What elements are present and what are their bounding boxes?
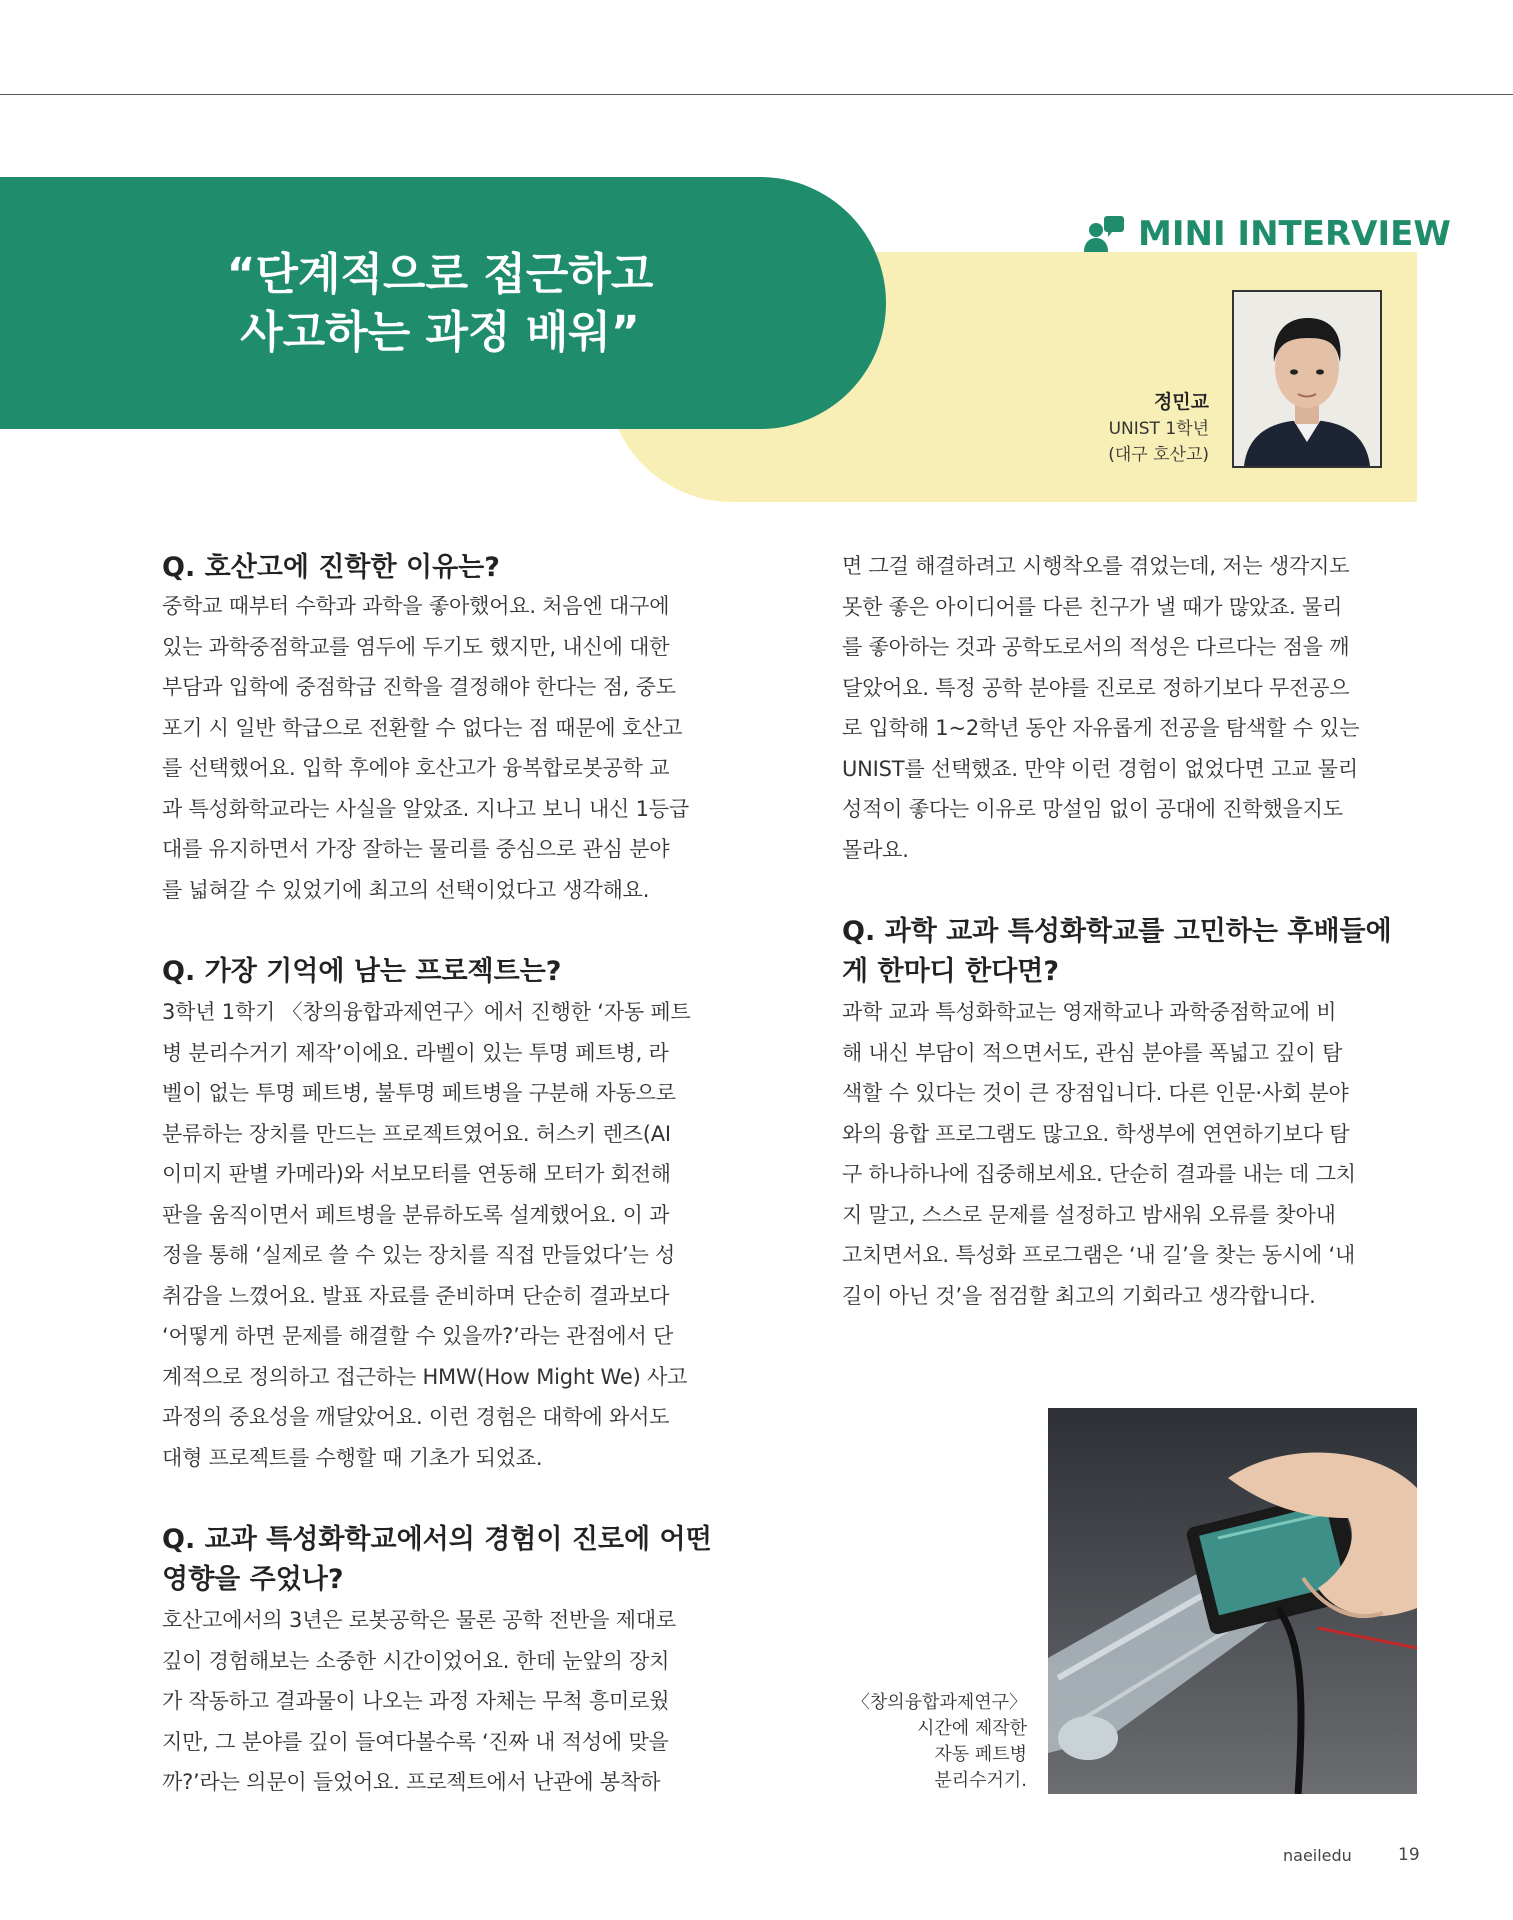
text-line: 병 분리수거기 제작’이에요. 라벨이 있는 투명 페트병, 라 (162, 1040, 669, 1065)
text-line: 가 작동하고 결과물이 나오는 과정 자체는 무척 흥미로웠 (162, 1689, 670, 1713)
text-line: 대형 프로젝트를 수행할 때 기초가 되었죠. (162, 1445, 543, 1470)
caption-line: 시간에 제작한 (916, 1718, 1027, 1739)
question-line: Q. 가장 기억에 남는 프로젝트는? (162, 956, 562, 987)
text-line: UNIST를 선택했죠. 만약 이런 경험이 없었다면 고교 물리 (842, 756, 1358, 781)
text-line: 정을 통해 ‘실제로 쓸 수 있는 장치를 직접 만들었다’는 성 (162, 1243, 676, 1267)
text-line: 까?’라는 의문이 들었어요. 프로젝트에서 난관에 봉착하 (162, 1770, 661, 1794)
profile-name: 정민교 (1153, 391, 1209, 413)
profile-school: (대구 호산고) (1108, 445, 1209, 465)
text-line: 포기 시 일반 학급으로 전환할 수 없다는 점 때문에 호산고 (162, 715, 683, 740)
text-line: 과정의 중요성을 깨달았어요. 이런 경험은 대학에 와서도 (162, 1405, 670, 1429)
interview-person-icon (1082, 214, 1126, 254)
answer-3-continued (842, 546, 1422, 870)
text-line: 몰라요. (842, 837, 909, 862)
text-line: 분류하는 장치를 만드는 프로젝트였어요. 허스키 렌즈(AI (162, 1121, 671, 1146)
text-line: 부담과 입학에 중점학급 진학을 결정해야 한다는 점, 중도 (162, 675, 676, 699)
section-label (1082, 212, 1451, 256)
text-line: 취감을 느꼈어요. 발표 자료를 준비하며 단순히 결과보다 (162, 1283, 670, 1308)
text-line: 성적이 좋다는 이유로 망설임 없이 공대에 진학했을지도 (842, 797, 1343, 821)
text-line: 로 입학해 1~2학년 동안 자유롭게 전공을 탐색할 수 있는 (842, 716, 1360, 740)
question-line: 게 한마디 한다면? (842, 956, 1060, 987)
page-number: 19 (1398, 1845, 1420, 1865)
text-line: 를 좋아하는 것과 공학도로서의 적성은 다르다는 점을 깨 (842, 635, 1350, 659)
text-line: 과학 교과 특성화학교는 영재학교나 과학중점학교에 비 (842, 1000, 1337, 1024)
profile-photo (1232, 290, 1382, 468)
text-line: 벨이 없는 투명 페트병, 불투명 페트병을 구분해 자동으로 (162, 1081, 676, 1105)
top-rule (0, 94, 1513, 95)
caption-line: 자동 페트병 (934, 1744, 1027, 1765)
text-line: 호산고에서의 3년은 로봇공학은 물론 공학 전반을 제대로 (162, 1608, 676, 1632)
section-label-text: MINI INTERVIEW (1138, 214, 1451, 254)
question-1 (162, 548, 742, 588)
text-line: 색할 수 있다는 것이 큰 장점입니다. 다른 인문·사회 분야 (842, 1081, 1349, 1105)
headline-line-1: “단계적으로 접근하고 (226, 249, 654, 300)
question-line: 영향을 주었나? (162, 1564, 344, 1595)
right-column (842, 548, 1422, 1316)
profile-affiliation: UNIST 1학년 (1108, 419, 1209, 439)
headline (150, 246, 730, 362)
text-line: 계적으로 정의하고 접근하는 HMW(How Might We) 사고 (162, 1364, 688, 1389)
text-line: 면 그걸 해결하려고 시행착오를 겪었는데, 저는 생각지도 (842, 554, 1350, 578)
text-line: 구 하나하나에 집중해보세요. 단순히 결과를 내는 데 그치 (842, 1162, 1356, 1186)
text-line: 대를 유지하면서 가장 잘하는 물리를 중심으로 관심 분야 (162, 837, 670, 861)
product-photo (1048, 1408, 1417, 1794)
text-line: 이미지 판별 카메라)와 서보모터를 연동해 모터가 회전해 (162, 1162, 671, 1186)
question-2 (162, 952, 742, 992)
footer-brand: naeiledu (1283, 1846, 1352, 1865)
text-line: 지만, 그 분야를 깊이 들여다볼수록 ‘진짜 내 적성에 맞을 (162, 1729, 669, 1754)
text-line: 를 넓혀갈 수 있었기에 최고의 선택이었다고 생각해요. (162, 877, 650, 902)
text-line: ‘어떻게 하면 문제를 해결할 수 있을까?’라는 관점에서 단 (162, 1324, 674, 1348)
text-line: 과 특성화학교라는 사실을 알았죠. 지나고 보니 내신 1등급 (162, 796, 689, 821)
text-line: 해 내신 부담이 적으면서도, 관심 분야를 폭넓고 깊이 탐 (842, 1040, 1343, 1065)
answer-3 (162, 1600, 742, 1803)
profile-info (1108, 388, 1209, 468)
text-line: 고치면서요. 특성화 프로그램은 ‘내 길’을 찾는 동시에 ‘내 (842, 1243, 1356, 1267)
caption-line: 〈창의융합과제연구〉 (851, 1692, 1027, 1713)
question-3 (162, 1520, 742, 1600)
text-line: 중학교 때부터 수학과 과학을 좋아했어요. 처음엔 대구에 (162, 594, 670, 618)
text-line: 달았어요. 특정 공학 분야를 진로로 정하기보다 무전공으 (842, 675, 1350, 700)
question-4 (842, 912, 1422, 992)
caption-line: 분리수거기. (934, 1770, 1027, 1791)
answer-4 (842, 992, 1422, 1316)
answer-2 (162, 992, 742, 1478)
text-line: 깊이 경험해보는 소중한 시간이었어요. 한데 눈앞의 장치 (162, 1648, 670, 1673)
question-line: Q. 교과 특성화학교에서의 경험이 진로에 어떤 (162, 1524, 712, 1555)
left-column (162, 548, 742, 1803)
headline-line-2: 사고하는 과정 배워” (240, 307, 640, 358)
text-line: 와의 융합 프로그램도 많고요. 학생부에 연연하기보다 탐 (842, 1121, 1350, 1146)
answer-1 (162, 586, 742, 910)
text-line: 못한 좋은 아이디어를 다른 친구가 낼 때가 많았죠. 물리 (842, 594, 1343, 619)
question-line: Q. 과학 교과 특성화학교를 고민하는 후배들에 (842, 916, 1392, 947)
question-line: Q. 호산고에 진학한 이유는? (162, 552, 500, 583)
photo-caption (852, 1690, 1027, 1794)
text-line: 있는 과학중점학교를 염두에 두기도 했지만, 내신에 대한 (162, 634, 670, 659)
text-line: 판을 움직이면서 페트병을 분류하도록 설계했어요. 이 과 (162, 1202, 670, 1227)
text-line: 지 말고, 스스로 문제를 설정하고 밤새워 오류를 찾아내 (842, 1202, 1336, 1227)
text-line: 를 선택했어요. 입학 후에야 호산고가 융복합로봇공학 교 (162, 756, 670, 780)
text-line: 3학년 1학기 〈창의융합과제연구〉에서 진행한 ‘자동 페트 (162, 1000, 691, 1024)
text-line: 길이 아닌 것’을 점검할 최고의 기회라고 생각합니다. (842, 1283, 1316, 1308)
